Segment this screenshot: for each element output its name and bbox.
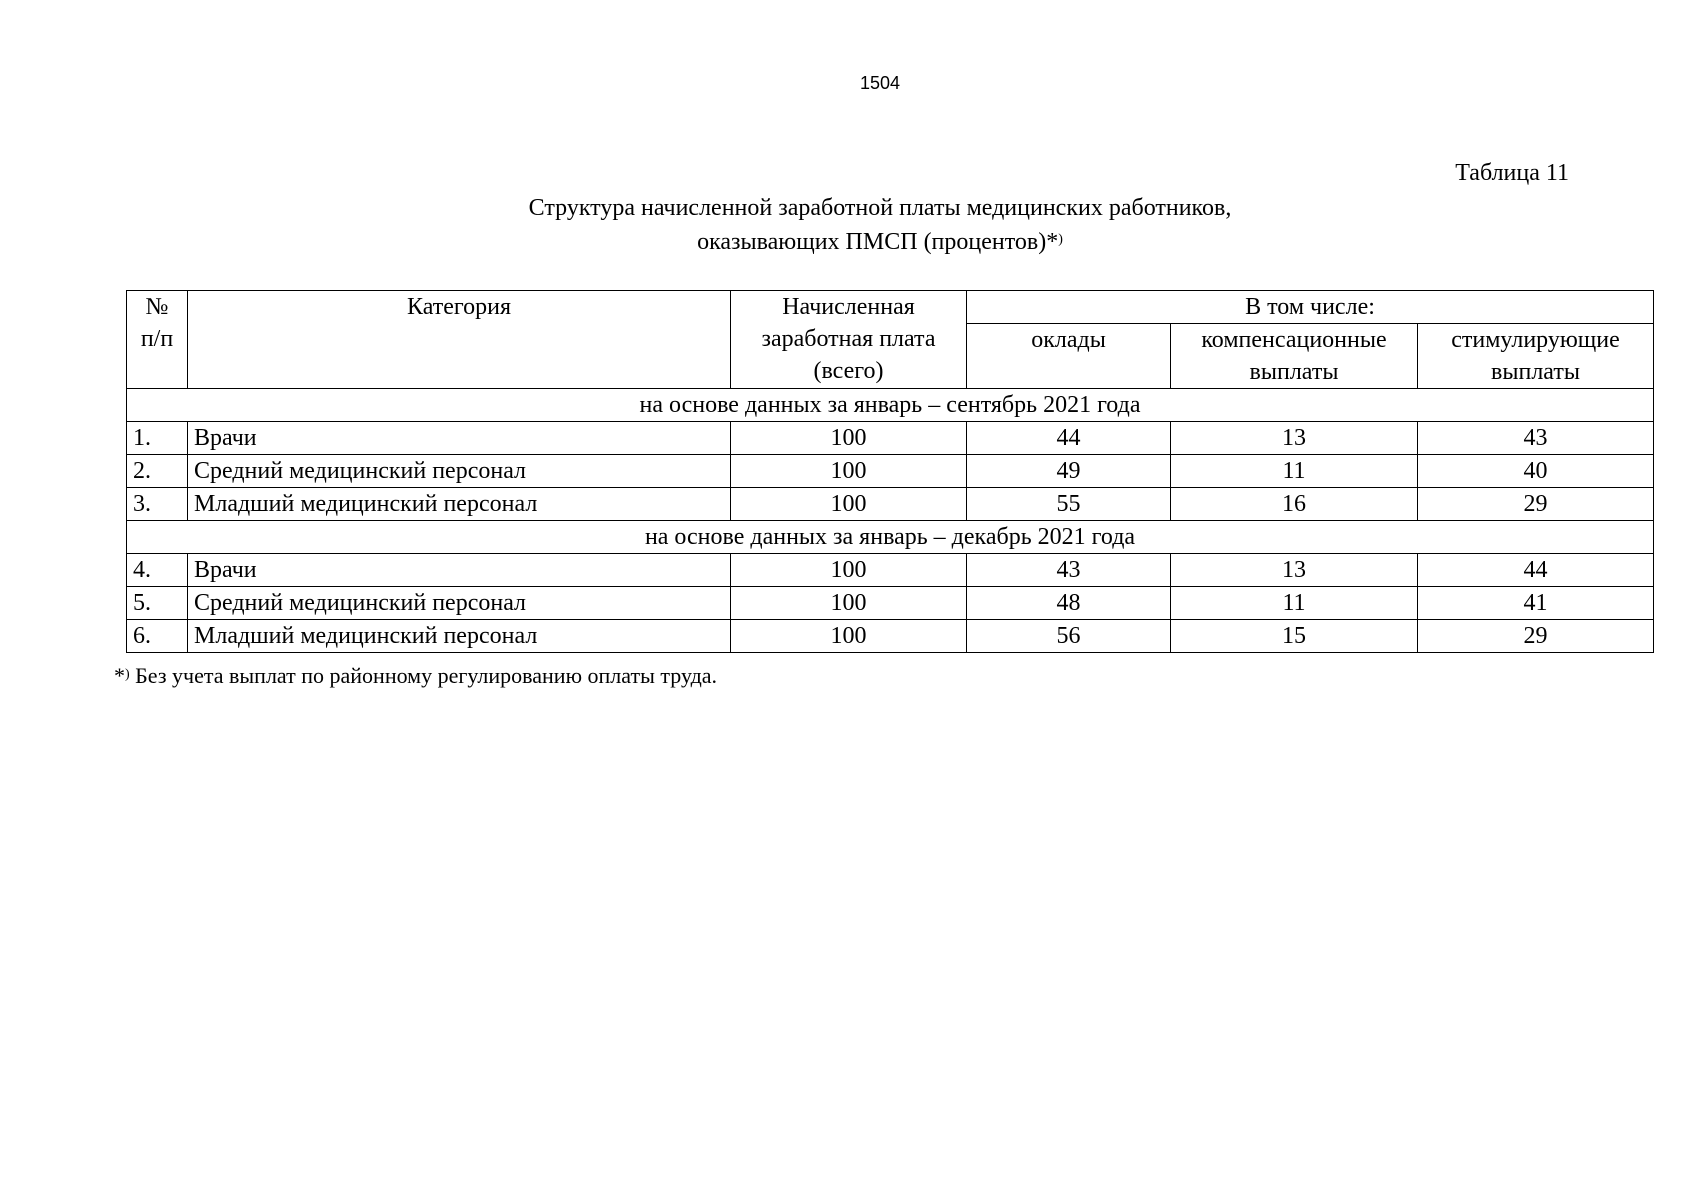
header-no-line1: №	[145, 294, 169, 320]
table-title	[0, 192, 1697, 258]
row-salaries: 55	[967, 488, 1171, 521]
row-category: Средний медицинский персонал	[188, 455, 731, 488]
footnote-marker: *	[114, 663, 125, 688]
row-salaries: 56	[967, 620, 1171, 653]
row-incentive: 40	[1418, 455, 1654, 488]
table-title-line2-text: оказывающих ПМСП (процентов)*	[697, 229, 1059, 255]
section-title: на основе данных за январь – сентябрь 2021 года	[127, 389, 1654, 422]
row-no: 3.	[127, 488, 188, 521]
row-no: 1.	[127, 422, 188, 455]
table-row	[127, 422, 1654, 455]
row-compensation: 11	[1171, 587, 1418, 620]
row-total: 100	[731, 488, 967, 521]
table-row	[127, 587, 1654, 620]
row-salaries: 44	[967, 422, 1171, 455]
row-incentive: 43	[1418, 422, 1654, 455]
header-total-line3: (всего)	[813, 358, 884, 384]
section-row	[127, 521, 1654, 554]
header-including: В том числе:	[967, 291, 1654, 324]
footnote	[114, 663, 717, 689]
page-number: 1504	[859, 73, 901, 93]
salary-structure-table	[126, 290, 1654, 653]
row-category: Врачи	[188, 422, 731, 455]
row-category: Врачи	[188, 554, 731, 587]
row-salaries: 48	[967, 587, 1171, 620]
table-title-sup: )	[1058, 232, 1063, 247]
row-category: Младший медицинский персонал	[188, 620, 731, 653]
header-incentive	[1418, 324, 1654, 389]
header-total	[731, 291, 967, 389]
row-salaries: 43	[967, 554, 1171, 587]
table-title-line1: Структура начисленной заработной платы медицинских работников,	[528, 195, 1232, 221]
footnote-text: Без учета выплат по районному регулированию оплаты труда.	[129, 663, 718, 688]
row-incentive: 29	[1418, 620, 1654, 653]
row-total: 100	[731, 620, 967, 653]
row-no: 2.	[127, 455, 188, 488]
header-compensation-line1: компенсационные	[1201, 327, 1387, 353]
footnote-marker-sup: )	[125, 667, 130, 682]
header-incentive-line2: выплаты	[1491, 359, 1580, 385]
row-compensation: 16	[1171, 488, 1418, 521]
header-category: Категория	[188, 291, 731, 389]
row-total: 100	[731, 422, 967, 455]
row-incentive: 29	[1418, 488, 1654, 521]
row-compensation: 13	[1171, 554, 1418, 587]
row-total: 100	[731, 587, 967, 620]
row-no: 6.	[127, 620, 188, 653]
table-row	[127, 554, 1654, 587]
header-no-line2: п/п	[140, 326, 174, 352]
row-compensation: 13	[1171, 422, 1418, 455]
row-compensation: 15	[1171, 620, 1418, 653]
table-row	[127, 455, 1654, 488]
header-total-line2: заработная плата	[761, 326, 936, 352]
row-category: Средний медицинский персонал	[188, 587, 731, 620]
header-incentive-line1: стимулирующие	[1451, 327, 1620, 353]
table-row	[127, 488, 1654, 521]
row-category: Младший медицинский персонал	[188, 488, 731, 521]
header-compensation-line2: выплаты	[1249, 359, 1339, 385]
row-no: 5.	[127, 587, 188, 620]
table-label: Таблица 11	[1455, 160, 1569, 186]
row-compensation: 11	[1171, 455, 1418, 488]
row-incentive: 44	[1418, 554, 1654, 587]
table-title-line2	[0, 224, 1697, 258]
header-no	[127, 291, 188, 389]
table-row	[127, 620, 1654, 653]
header-row-1	[127, 291, 1654, 324]
row-total: 100	[731, 455, 967, 488]
row-salaries: 49	[967, 455, 1171, 488]
header-compensation	[1171, 324, 1418, 389]
section-row	[127, 389, 1654, 422]
header-salaries: оклады	[967, 324, 1171, 389]
row-no: 4.	[127, 554, 188, 587]
section-title: на основе данных за январь – декабрь 2021 года	[127, 521, 1654, 554]
row-incentive: 41	[1418, 587, 1654, 620]
row-total: 100	[731, 554, 967, 587]
header-total-line1: Начисленная	[782, 294, 915, 320]
